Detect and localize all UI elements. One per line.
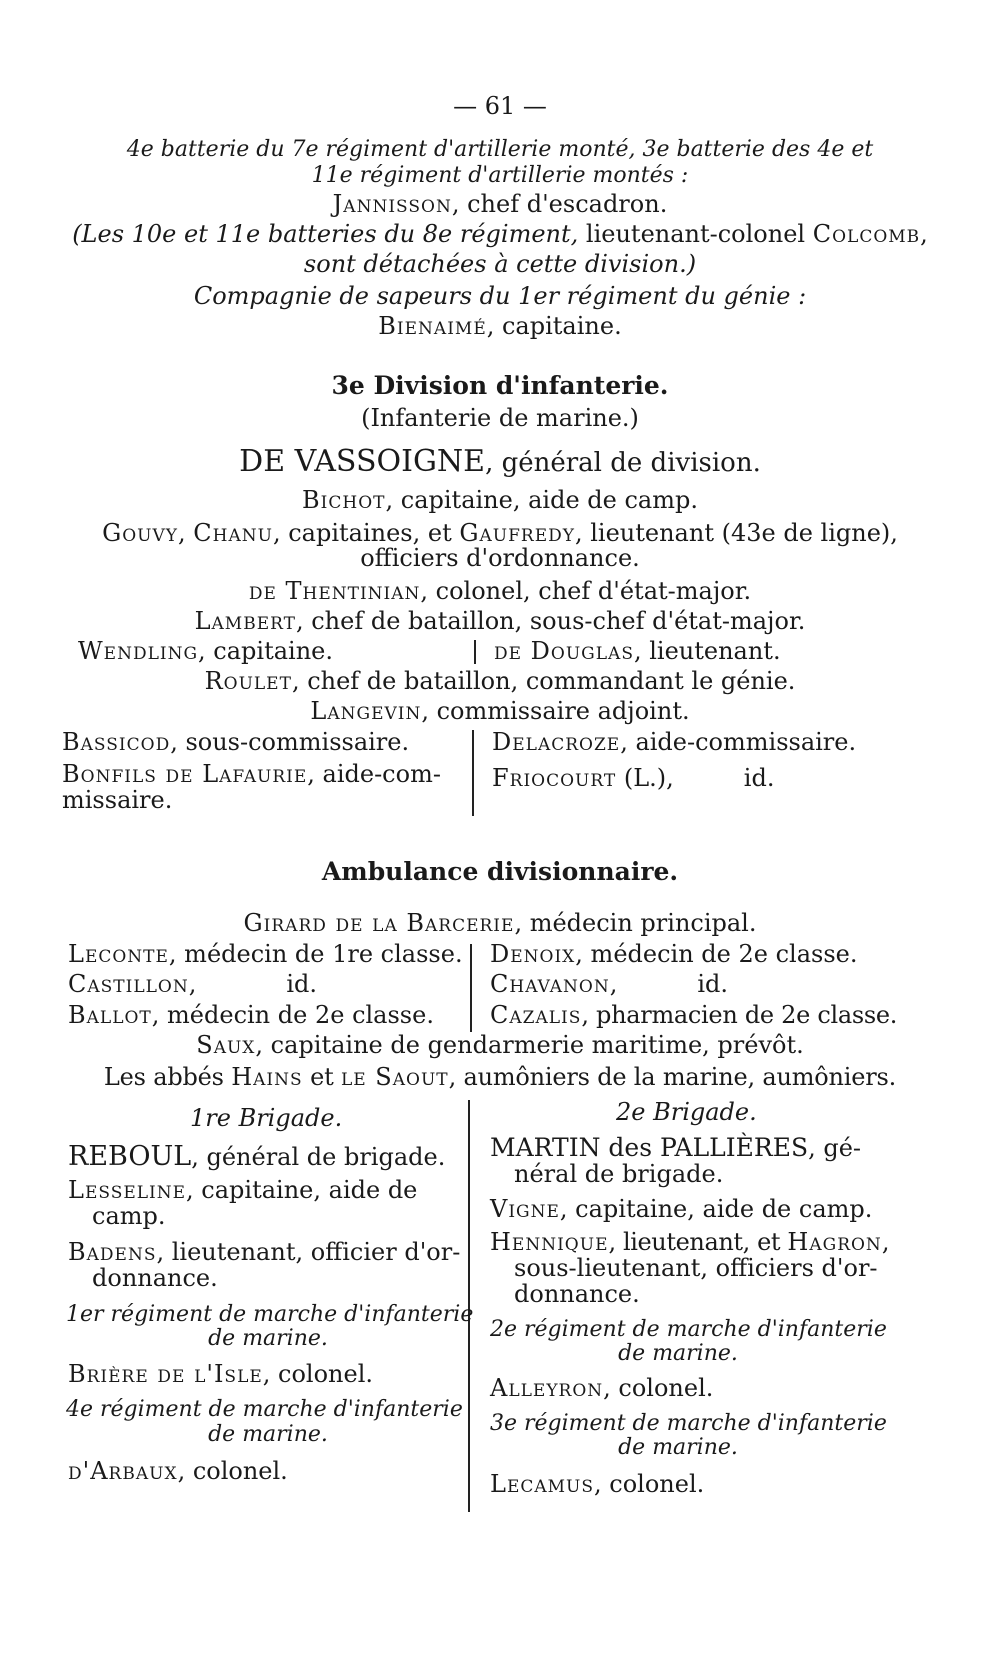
person-name: de Thentinian <box>248 577 421 605</box>
ambulance-title: Ambulance divisionnaire. <box>321 857 679 886</box>
person-name: Lecamus <box>490 1470 595 1498</box>
lecamus-entry <box>490 1470 704 1498</box>
person-name: Langevin <box>310 697 422 725</box>
person-role: , chef de bataillon, sous-chef d'état-major. <box>295 607 806 635</box>
person-name: Roulet <box>204 667 292 695</box>
person-name: Bonfils de Lafaurie <box>62 760 308 788</box>
person-role: , capitaine, aide de camp. <box>385 486 698 514</box>
person-name: Lambert <box>194 607 296 635</box>
detached-batteries-line-1 <box>0 220 1000 248</box>
detached-rank: lieutenant-colonel <box>585 220 813 248</box>
person-role: Les abbés <box>103 1063 232 1091</box>
person-name: Bassicod <box>62 728 171 756</box>
roulet-entry <box>0 667 1000 695</box>
person-name: le Saout <box>340 1063 449 1091</box>
person-name: Cazalis <box>490 1001 582 1029</box>
detached-batteries-line-2: sont détachées à cette division.) <box>303 250 697 278</box>
person-role: , aumôniers de la marine, aumôniers. <box>448 1063 897 1091</box>
person-name: Bichot <box>302 486 386 514</box>
idem-mark: id. <box>743 764 775 792</box>
wendling-entry <box>78 637 333 665</box>
person-name: Chanu <box>193 519 273 547</box>
person-role: , capitaine, aide de <box>186 1176 418 1204</box>
alleyron-entry <box>490 1374 713 1402</box>
person-name: Vigne <box>490 1195 560 1223</box>
person-role: , colonel. <box>594 1470 705 1498</box>
division-general <box>0 445 1000 480</box>
person-role: , chef d'escadron. <box>451 190 668 218</box>
punctuation: , <box>881 1228 890 1256</box>
gouvy-entry <box>0 519 1000 547</box>
person-role: , médecin de 2e classe. <box>151 1001 434 1029</box>
douglas-entry <box>494 637 781 665</box>
vigne-entry <box>490 1195 872 1223</box>
person-name: Jannisson <box>332 190 452 218</box>
person-name: de Douglas <box>494 637 634 665</box>
idem-mark: id. <box>697 970 729 998</box>
person-role: , aide-commissaire. <box>620 728 857 756</box>
lesseline-entry <box>68 1176 417 1204</box>
artillery-line-1: 4e batterie du 7e régiment d'artillerie monté, 3e batterie des 4e et <box>126 137 874 162</box>
lesseline-entry-line-2: camp. <box>92 1202 166 1230</box>
person-name: Alleyron <box>490 1374 604 1402</box>
bonfils-entry-line-2: missaire. <box>62 786 173 814</box>
person-name: Chavanon <box>490 970 610 998</box>
badens-entry <box>68 1238 460 1266</box>
martin-entry-line-2: néral de brigade. <box>514 1160 724 1188</box>
page-number: — 61 — <box>453 92 547 120</box>
regiment3-line-1: 3e régiment de marche d'infanterie <box>490 1411 887 1436</box>
person-name: Brière de l'Isle <box>68 1360 263 1388</box>
badens-entry-line-2: donnance. <box>92 1264 218 1292</box>
person-role: , <box>188 970 197 998</box>
sapeurs-line: Compagnie de sapeurs du 1er régiment du génie : <box>193 282 807 310</box>
brigade2-title: 2e Brigade. <box>616 1098 757 1126</box>
chavanon-entry <box>490 970 728 998</box>
person-role: , capitaine de gendarmerie maritime, prévôt. <box>255 1031 804 1059</box>
ballot-entry <box>68 1001 434 1029</box>
castillon-entry <box>68 970 317 998</box>
person-role: , lieutenant, et <box>608 1228 788 1256</box>
hennique-entry-line-3: donnance. <box>514 1280 640 1308</box>
person-role: , colonel. <box>177 1457 288 1485</box>
person-role: , capitaine. <box>486 312 622 340</box>
person-name: Castillon <box>68 970 189 998</box>
aumoniers-entry <box>0 1063 1000 1091</box>
person-role: , colonel. <box>262 1360 374 1388</box>
bassicod-entry <box>62 728 409 756</box>
division-subtitle: (Infanterie de marine.) <box>361 404 639 432</box>
column-divider <box>474 640 476 664</box>
regiment4-line-2: de marine. <box>208 1422 328 1447</box>
person-role: , capitaine, aide de camp. <box>559 1195 873 1223</box>
girard-entry <box>0 909 1000 937</box>
person-name: Wendling <box>78 637 199 665</box>
person-role: , colonel, chef d'état-major. <box>420 577 752 605</box>
person-role: (L.), <box>616 764 674 792</box>
person-role: , capitaines, et <box>272 519 460 547</box>
idem-mark: id. <box>286 970 318 998</box>
person-role: , chef de bataillon, commandant le génie. <box>291 667 796 695</box>
person-role: , lieutenant, officier d'or- <box>156 1238 461 1266</box>
person-name: Leconte <box>68 940 169 968</box>
person-name: Girard de la Barcerie <box>243 909 515 937</box>
cazalis-entry <box>490 1001 897 1029</box>
brigade1-title: 1re Brigade. <box>190 1104 343 1132</box>
person-role: , médecin principal. <box>514 909 757 937</box>
person-role: , gé- <box>808 1134 862 1162</box>
person-role: , médecin de 2e classe. <box>575 940 858 968</box>
person-role: , général de brigade. <box>191 1143 446 1171</box>
person-role: , général de division. <box>485 448 761 478</box>
person-name: Ballot <box>68 1001 152 1029</box>
regiment1-line-1: 1er régiment de marche d'infanterie <box>66 1302 474 1327</box>
person-name: Hennique <box>490 1228 609 1256</box>
gouvy-entry-line-2: officiers d'ordonnance. <box>360 544 640 572</box>
person-role: , lieutenant (43e de ligne), <box>574 519 898 547</box>
saux-entry <box>0 1031 1000 1059</box>
person-name: Hains <box>231 1063 303 1091</box>
langevin-entry <box>0 697 1000 725</box>
regiment2-line-2: de marine. <box>618 1341 738 1366</box>
regiment1-line-2: de marine. <box>208 1326 328 1351</box>
hennique-entry-line-2: sous-lieutenant, officiers d'or- <box>514 1254 878 1282</box>
column-divider <box>470 944 472 1032</box>
person-name: Lesseline <box>68 1176 187 1204</box>
detached-text: (Les 10e et 11e batteries du 8e régiment, <box>72 220 586 248</box>
punctuation: , <box>178 519 194 547</box>
person-name: Gouvy <box>102 519 179 547</box>
regiment3-line-2: de marine. <box>618 1435 738 1460</box>
regiment4-line-1: 4e régiment de marche d'infanterie <box>66 1397 463 1422</box>
bienaime-entry <box>0 312 1000 340</box>
person-role: , capitaine. <box>198 637 334 665</box>
person-name: Gaufredy <box>459 519 575 547</box>
person-name: Denoix <box>490 940 576 968</box>
person-name: Colcomb <box>812 220 921 248</box>
person-name: MARTIN des PALLIÈRES <box>490 1133 809 1162</box>
friocourt-entry <box>492 764 774 792</box>
column-divider <box>472 730 474 816</box>
punctuation: , <box>920 220 928 248</box>
person-name: Friocourt <box>492 764 617 792</box>
person-role: , colonel. <box>603 1374 714 1402</box>
person-name: Saux <box>196 1031 256 1059</box>
person-role: , <box>609 970 618 998</box>
delacroze-entry <box>492 728 856 756</box>
thentinian-entry <box>0 577 1000 605</box>
person-name: Badens <box>68 1238 157 1266</box>
person-role: , aide-com- <box>307 760 441 788</box>
person-name: Hagron <box>787 1228 882 1256</box>
jannisson-entry <box>0 190 1000 218</box>
briere-entry <box>68 1360 373 1388</box>
person-role: , sous-commissaire. <box>170 728 410 756</box>
bonfils-entry <box>62 760 441 788</box>
person-name: DE VASSOIGNE <box>239 444 486 479</box>
arbaux-entry <box>68 1457 288 1485</box>
division-title: 3e Division d'infanterie. <box>331 371 669 400</box>
reboul-entry <box>68 1143 445 1171</box>
conjunction: et <box>302 1063 341 1091</box>
bichot-entry <box>0 486 1000 514</box>
lambert-entry <box>0 607 1000 635</box>
person-name: Delacroze <box>492 728 621 756</box>
person-role: , pharmacien de 2e classe. <box>581 1001 898 1029</box>
person-role: , commissaire adjoint. <box>421 697 690 725</box>
person-role: , médecin de 1re classe. <box>168 940 463 968</box>
person-name: Bienaimé <box>378 312 487 340</box>
martin-entry <box>490 1134 861 1162</box>
leconte-entry <box>68 940 463 968</box>
person-name: REBOUL <box>68 1141 192 1172</box>
person-role: , lieutenant. <box>633 637 781 665</box>
person-name: d'Arbaux <box>68 1457 178 1485</box>
denoix-entry <box>490 940 857 968</box>
artillery-line-2: 11e régiment d'artillerie montés : <box>311 163 689 188</box>
regiment2-line-1: 2e régiment de marche d'infanterie <box>490 1317 887 1342</box>
hennique-entry <box>490 1228 889 1256</box>
